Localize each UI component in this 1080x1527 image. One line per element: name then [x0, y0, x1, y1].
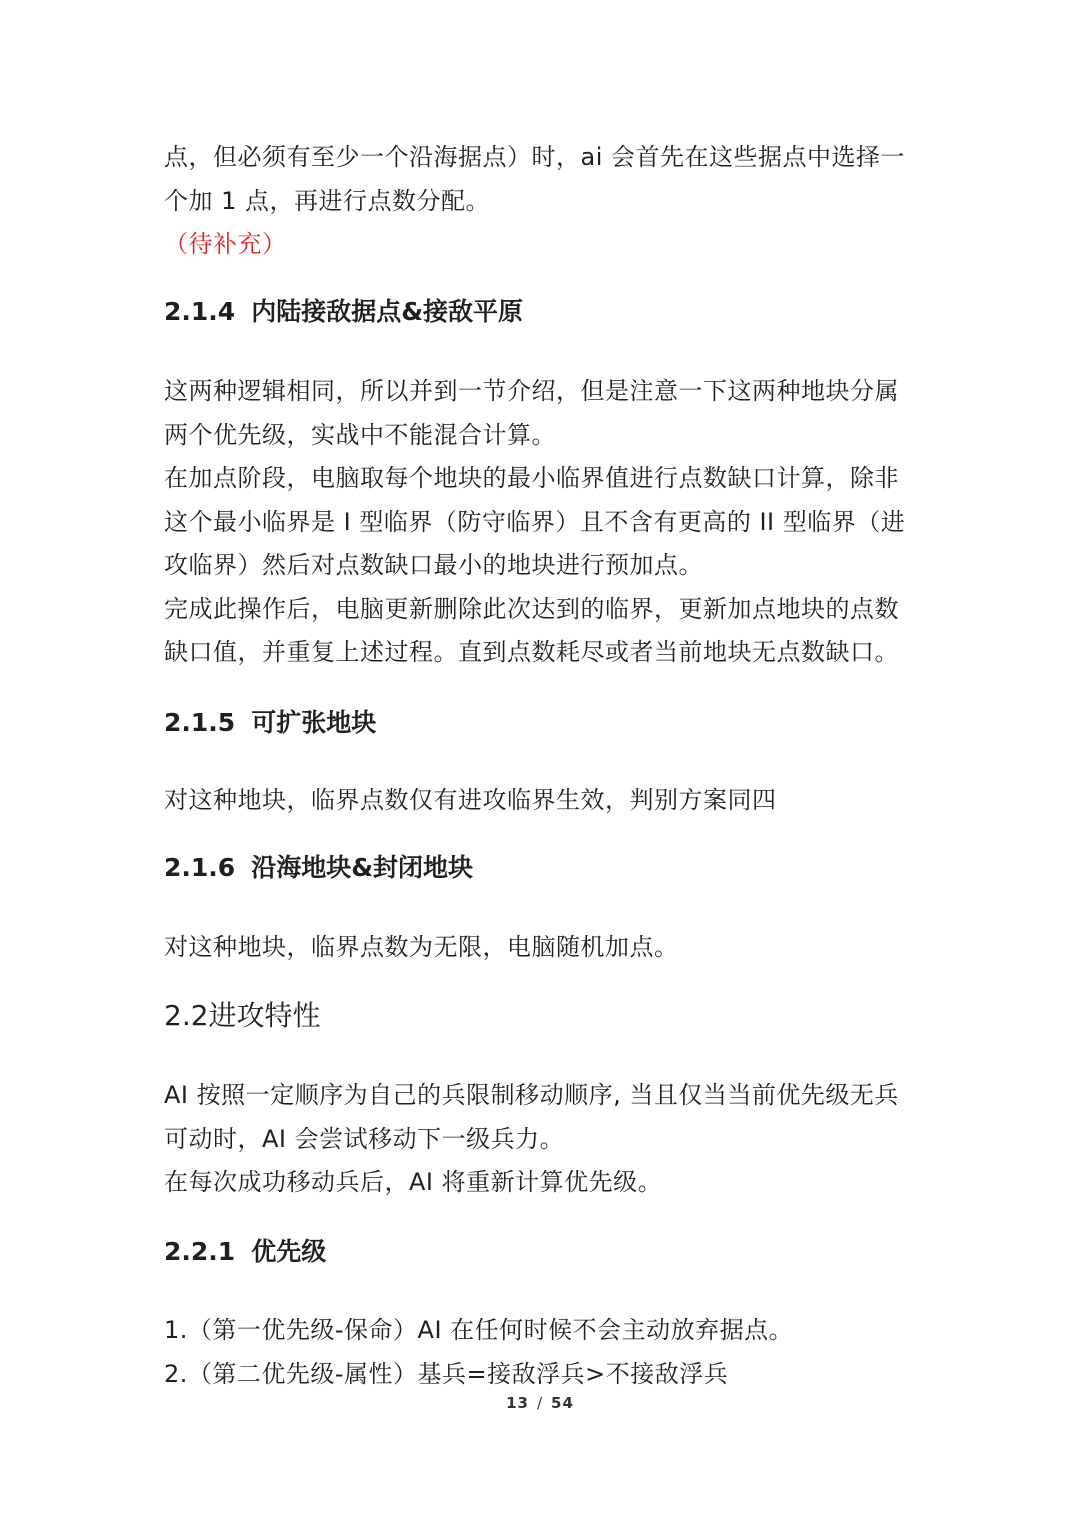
section-2-1-6-heading [164, 852, 924, 884]
section-2-2-1-heading [164, 1236, 924, 1268]
section-2-2-1-body [164, 1309, 924, 1396]
section-2-1-4-body [164, 370, 924, 675]
text-line: 在加点阶段，电脑取每个地块的最小临界值进行点数缺口计算，除非 [164, 464, 899, 492]
text-line: 攻临界）然后对点数缺口最小的地块进行预加点。 [164, 551, 703, 579]
text-line: 对这种地块，临界点数仅有进攻临界生效，判别方案同四 [164, 786, 777, 814]
total-pages: 54 [551, 1394, 574, 1412]
intro-paragraph [164, 136, 924, 267]
todo-note: （待补充） [164, 230, 287, 258]
section-2-1-5-heading [164, 707, 924, 739]
section-2-1-5-body [164, 779, 924, 823]
section-title: 内陆接敌据点&接敌平原 [251, 297, 523, 326]
text-line: 个加 1 点，再进行点数分配。 [164, 186, 491, 215]
section-number: 2.1.4 [164, 297, 236, 326]
section-2-1-6-body [164, 926, 924, 970]
text-line: 可动时，AI 会尝试移动下一级兵力。 [164, 1124, 565, 1153]
text-line: 点，但必须有至少一个沿海据点）时，ai 会首先在这些据点中选择一 [164, 143, 906, 171]
list-item: 2.（第二优先级-属性）基兵=接敌浮兵>不接敌浮兵 [164, 1359, 729, 1388]
list-item: 1.（第一优先级-保命）AI 在任何时候不会主动放弃据点。 [164, 1316, 794, 1344]
section-number: 2.2.1 [164, 1237, 236, 1266]
section-2-2-body [164, 1074, 924, 1205]
section-title: 优先级 [251, 1237, 327, 1266]
text-line: 在每次成功移动兵后，AI 将重新计算优先级。 [164, 1168, 663, 1196]
text-line: 两个优先级，实战中不能混合计算。 [164, 420, 556, 449]
section-2-2-heading [164, 998, 924, 1034]
page-number-footer [0, 1394, 1080, 1412]
text-line: 这个最小临界是 I 型临界（防守临界）且不含有更高的 II 型临界（进 [164, 507, 906, 536]
text-line: 这两种逻辑相同，所以并到一节介绍，但是注意一下这两种地块分属 [164, 377, 899, 405]
section-title: 2.2进攻特性 [164, 999, 321, 1032]
section-title: 可扩张地块 [251, 708, 377, 737]
section-title: 沿海地块&封闭地块 [251, 853, 473, 882]
text-line: 对这种地块，临界点数为无限，电脑随机加点。 [164, 933, 679, 961]
section-number: 2.1.6 [164, 853, 236, 882]
current-page: 13 [506, 1394, 529, 1412]
page-separator: / [536, 1394, 544, 1412]
section-number: 2.1.5 [164, 708, 236, 737]
text-line: 完成此操作后，电脑更新删除此次达到的临界，更新加点地块的点数 [164, 594, 899, 623]
text-line: AI 按照一定顺序为自己的兵限制移动顺序, 当且仅当当前优先级无兵 [164, 1081, 899, 1109]
section-2-1-4-heading [164, 296, 924, 328]
text-line: 缺口值，并重复上述过程。直到点数耗尽或者当前地块无点数缺口。 [164, 638, 899, 666]
